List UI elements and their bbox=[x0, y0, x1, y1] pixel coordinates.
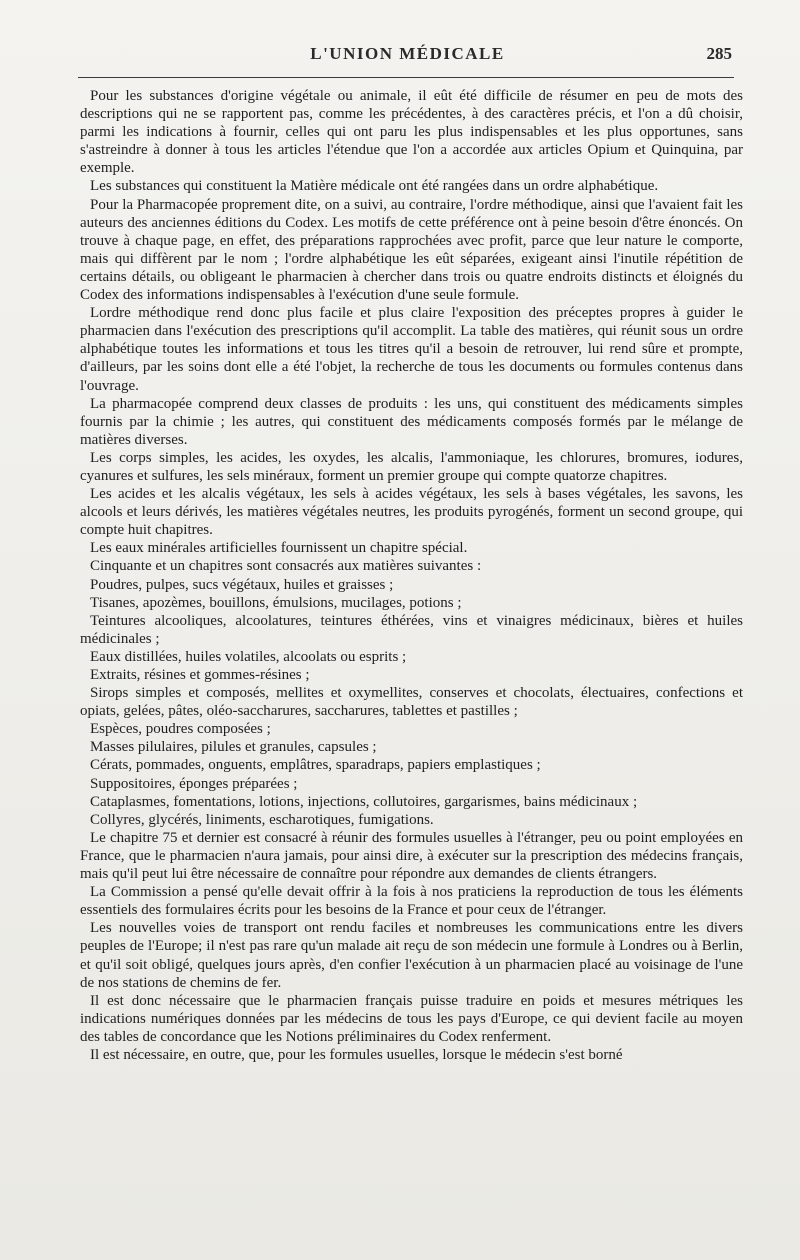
list-item: Eaux distillées, huiles volatiles, alcoolats ou esprits ; bbox=[90, 648, 407, 665]
list-item: Espèces, poudres composées ; bbox=[90, 721, 271, 738]
paragraph: Pour les substances d'origine végétale ou animale, il eût été difficile de résumer en peu de mots des descriptions qui ne se rapportent pas, comme les précédentes, à des caractères précis, et l'on a dû choisir, parmi les indications à fournir, celles qui ont paru les plus indispensables et les plus opportunes, sans s'astreindre à donner à tous les articles l'étendue que l'on a accordée aux articles Opium et Quinquina, par exemple. bbox=[80, 88, 743, 177]
list-item: Extraits, résines et gommes-résines ; bbox=[90, 667, 310, 683]
paragraph: Les eaux minérales artificielles fournissent un chapitre spécial. bbox=[90, 540, 468, 557]
list-item: Cataplasmes, fomentations, lotions, injections, collutoires, gargarismes, bains médicinaux ; bbox=[90, 793, 638, 810]
list-item: Suppositoires, éponges préparées ; bbox=[90, 775, 298, 792]
page-number: 285 bbox=[706, 44, 732, 63]
paragraph: Il est nécessaire, en outre, que, pour les formules usuelles, lorsque le médecin s'est borné bbox=[90, 1046, 623, 1063]
list-item: Tisanes, apozèmes, bouillons, émulsions, mucilages, potions ; bbox=[90, 594, 462, 611]
list-item: Teintures alcooliques, alcoolatures, teintures éthérées, vins et vinaigres médicinaux, bières et huiles médicinales ; bbox=[80, 612, 743, 647]
page-header bbox=[75, 40, 740, 70]
paragraph: Pour la Pharmacopée proprement dite, on a suivi, au contraire, l'ordre méthodique, ainsi que l'avaient fait les auteurs des anciennes éditions du Codex. Les motifs de cette préférence ont à peine besoin d'être énoncés. On trouve à chaque page, en effet, des préparations rapprochées avec profit, parce que leur nature le comporte, mais qui diffèrent par le nom ; l'ordre alphabétique les eût séparées, exigeant ainsi l'inutile répétition de certains détails, ou obligeant le pharmacien à chercher dans trois ou quatre endroits distincts et éloignés du Codex des informations indispensables à l'exécution d'une seule formule. bbox=[80, 196, 743, 304]
paragraph: Les substances qui constituent la Matière médicale ont été rangées dans un ordre alphabétique. bbox=[90, 178, 659, 195]
list-item: Sirops simples et composés, mellites et oxymellites, conserves et chocolats, électuaires, confections et opiats, gelées, pâtes, oléo-saccharures, saccharures, tablettes et pastilles ; bbox=[80, 685, 743, 720]
body-text bbox=[80, 87, 743, 1064]
list-item: Masses pilulaires, pilules et granules, capsules ; bbox=[90, 739, 377, 756]
paragraph: Les corps simples, les acides, les oxydes, les alcalis, l'ammoniaque, les chlorures, bromures, iodures, cyanures et sulfures, les sels minéraux, forment un premier groupe qui compte quatorze chapitres. bbox=[80, 449, 743, 484]
paragraph: Les nouvelles voies de transport ont rendu faciles et nombreuses les communications entre les divers peuples de l'Europe; il n'est pas rare qu'un malade ait reçu de son médecin une formule à Londres ou à Berlin, et qu'il soit obligé, quelques jours après, d'en confier l'exécution à un pharmacien placé au voisinage de l'une de nos stations de chemins de fer. bbox=[80, 920, 743, 991]
paragraph: La pharmacopée comprend deux classes de produits : les uns, qui constituent des médicaments simples fournis par la chimie ; les autres, qui constituent des médicaments composés formés par le mélange de matières diverses. bbox=[80, 395, 743, 448]
paragraph: Lordre méthodique rend donc plus facile et plus claire l'exposition des préceptes propres à guider le pharmacien dans l'exécution des prescriptions qu'il accomplit. La table des matières, qui réunit sous un ordre alphabétique toutes les informations et tous les titres qu'il a besoin de retrouver, lui rend sûre et prompte, d'ailleurs, par les soins dont elle a été l'objet, la recherche de tous les documents ou formules contenus dans l'ouvrage. bbox=[80, 305, 743, 394]
list-item: Cérats, pommades, onguents, emplâtres, sparadraps, papiers emplastiques ; bbox=[90, 757, 541, 774]
list-item: Collyres, glycérés, liniments, escharotiques, fumigations. bbox=[90, 811, 434, 828]
paragraph: Le chapitre 75 et dernier est consacré à réunir des formules usuelles à l'étranger, peu ou point employées en France, que le pharmacien n'aura jamais, pour ainsi dire, à exécuter sur la prescription des médecins français, mais qu'il peut lui être nécessaire de connaître pour répondre aux demandes de clients étrangers. bbox=[80, 829, 743, 883]
paragraph: Cinquante et un chapitres sont consacrés aux matières suivantes : bbox=[90, 558, 482, 575]
list-item: Poudres, pulpes, sucs végétaux, huiles et graisses ; bbox=[90, 576, 394, 593]
paragraph: Les acides et les alcalis végétaux, les sels à acides végétaux, les sels à bases végétales, les savons, les alcools et leurs dérivés, les matières végétales neutres, les produits pyrogénés, forment un second groupe, qui compte huit chapitres. bbox=[80, 486, 743, 539]
paragraph: La Commission a pensé qu'elle devait offrir à la fois à nos praticiens la reproduction de tous les éléments essentiels des formulaires écrits pour les besoins de la France et pour ceux de l'étranger. bbox=[80, 884, 743, 919]
paragraph: Il est donc nécessaire que le pharmacien français puisse traduire en poids et mesures métriques les indications numériques données par les médecins de tous les pays d'Europe, ce qui devient facile au moyen des tables de concordance que les Notions préliminaires du Codex renferment. bbox=[80, 992, 743, 1045]
header-rule bbox=[78, 77, 734, 78]
running-title: L'UNION MÉDICALE bbox=[310, 44, 505, 63]
